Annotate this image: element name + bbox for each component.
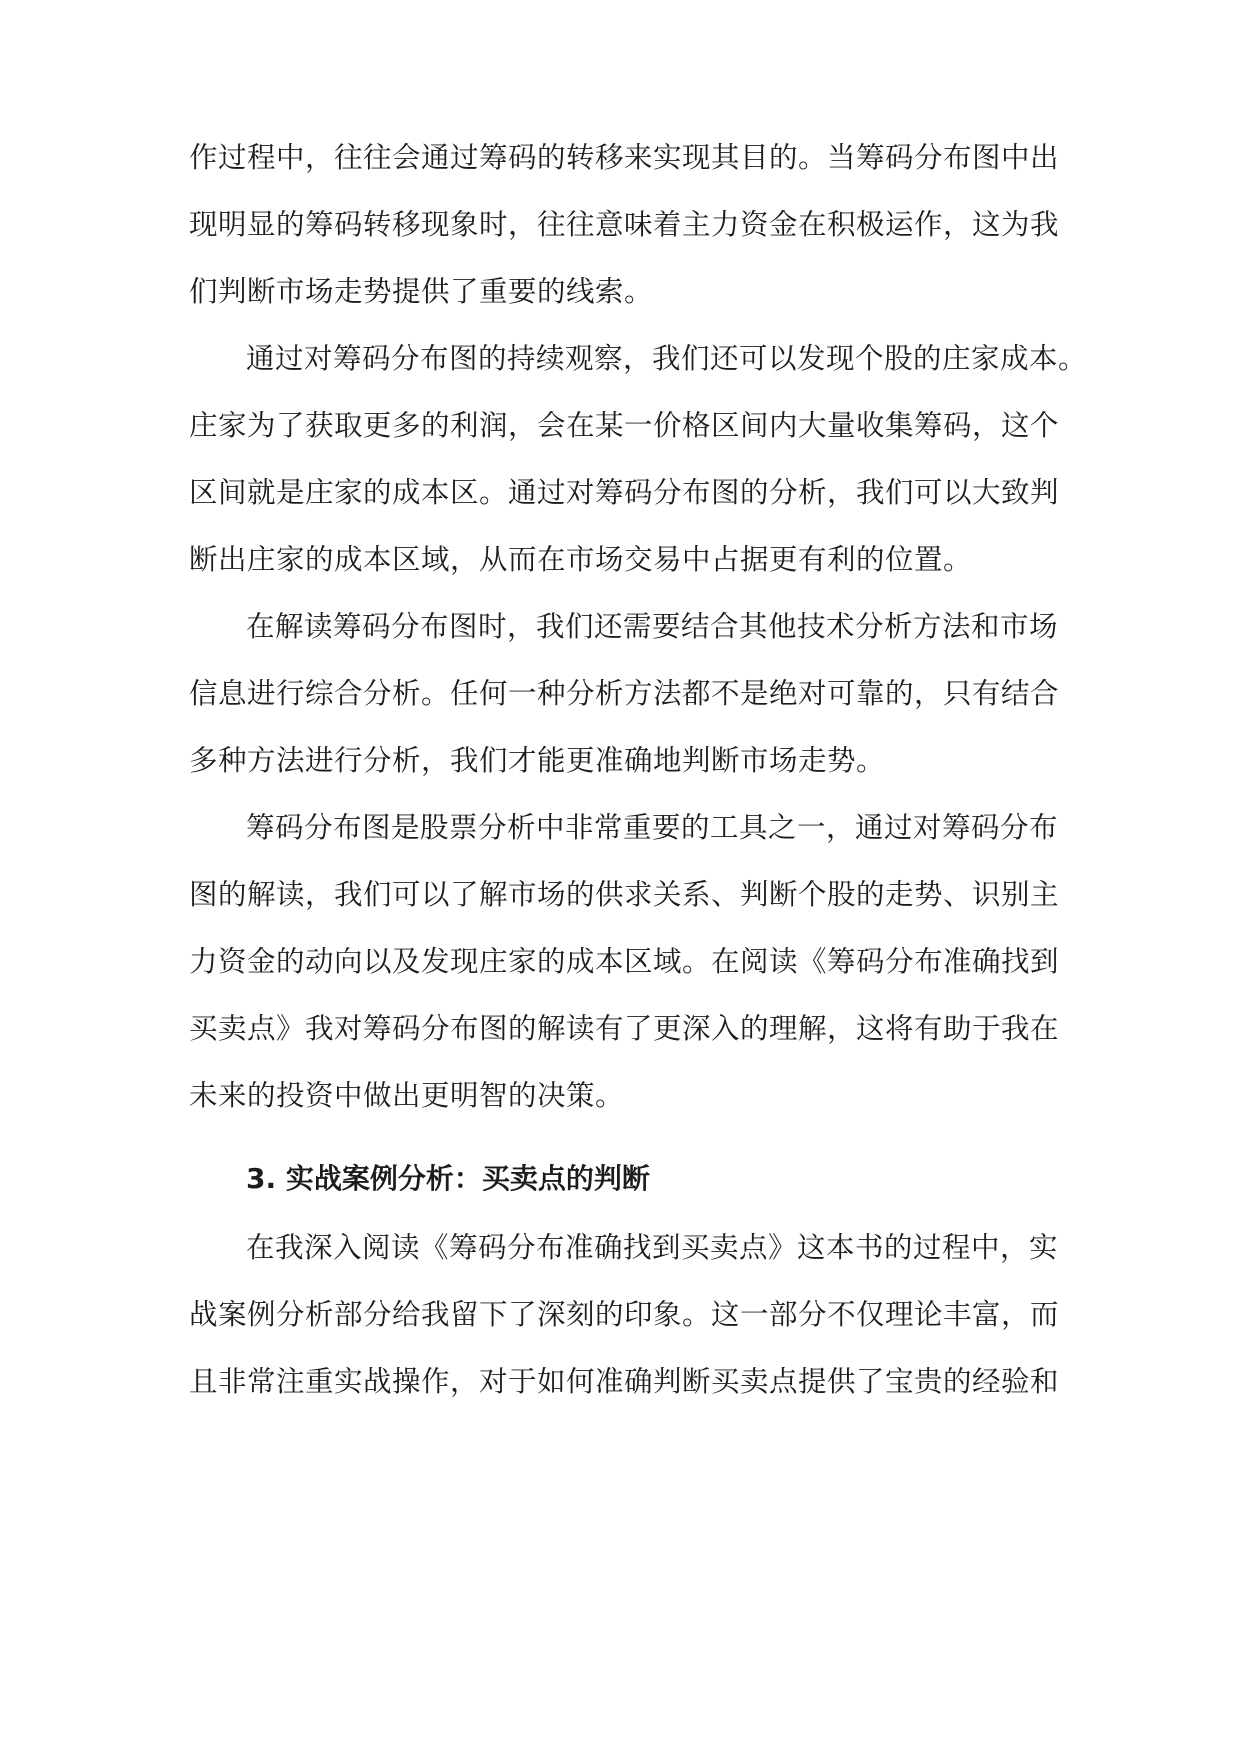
- paragraph-1-line-3: 们判断市场走势提供了重要的线索。: [189, 275, 654, 308]
- paragraph-3-line-2: 信息进行综合分析。任何一种分析方法都不是绝对可靠的，只有结合: [189, 677, 1060, 710]
- paragraph-1-line-2: 现明显的筹码转移现象时，往往意味着主力资金在积极运作，这为我: [189, 208, 1060, 241]
- paragraph-5-line-1: 在我深入阅读《筹码分布准确找到买卖点》这本书的过程中，实: [246, 1231, 1059, 1264]
- paragraph-2-line-2: 庄家为了获取更多的利润，会在某一价格区间内大量收集筹码，这个: [189, 409, 1060, 442]
- paragraph-5-line-3: 且非常注重实战操作，对于如何准确判断买卖点提供了宝贵的经验和: [189, 1365, 1060, 1398]
- paragraph-3-line-3: 多种方法进行分析，我们才能更准确地判断市场走势。: [189, 744, 886, 777]
- paragraph-2-line-4: 断出庄家的成本区域，从而在市场交易中占据更有利的位置。: [189, 543, 973, 576]
- paragraph-3-line-1: 在解读筹码分布图时，我们还需要结合其他技术分析方法和市场: [246, 610, 1059, 643]
- section-heading: 3. 实战案例分析：买卖点的判断: [246, 1162, 650, 1195]
- paragraph-4-line-5: 未来的投资中做出更明智的决策。: [189, 1079, 625, 1112]
- paragraph-2-line-1: 通过对筹码分布图的持续观察，我们还可以发现个股的庄家成本。: [246, 342, 1088, 375]
- paragraph-4-line-4: 买卖点》我对筹码分布图的解读有了更深入的理解，这将有助于我在: [189, 1012, 1060, 1045]
- paragraph-4-line-3: 力资金的动向以及发现庄家的成本区域。在阅读《筹码分布准确找到: [189, 945, 1060, 978]
- paragraph-2-line-3: 区间就是庄家的成本区。通过对筹码分布图的分析，我们可以大致判: [189, 476, 1060, 509]
- paragraph-1-line-1: 作过程中，往往会通过筹码的转移来实现其目的。当筹码分布图中出: [189, 141, 1060, 174]
- paragraph-4-line-2: 图的解读，我们可以了解市场的供求关系、判断个股的走势、识别主: [189, 878, 1060, 911]
- paragraph-4-line-1: 筹码分布图是股票分析中非常重要的工具之一，通过对筹码分布: [246, 811, 1059, 844]
- paragraph-5-line-2: 战案例分析部分给我留下了深刻的印象。这一部分不仅理论丰富，而: [189, 1298, 1060, 1331]
